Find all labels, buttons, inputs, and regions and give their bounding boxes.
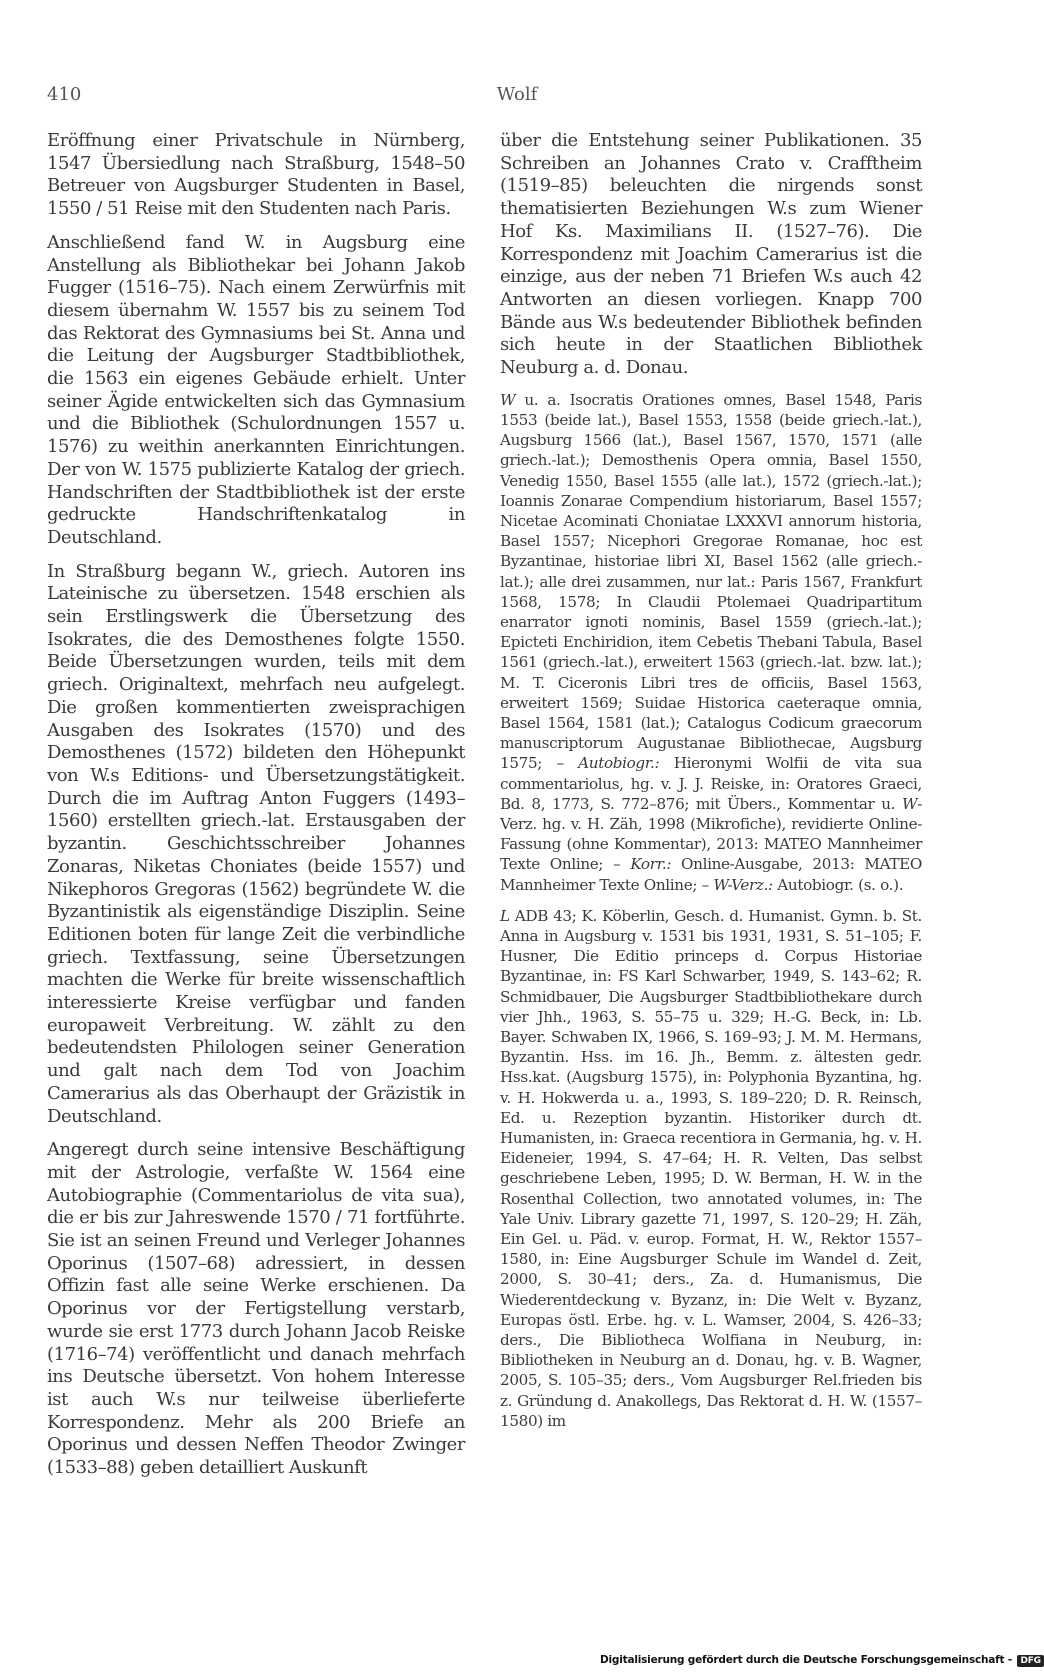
works-text-2: Hieronymi Wolfii de vita sua commentariolus, hg. v. J. J. Reiske, in: Oratores Graeci, Bd. 8, 1773, S. 772–876; mit Übers., Kommentar u. [500,754,923,813]
works-text-3: -Verz. hg. v. H. Zäh, 1998 (Mikrofiche), revidierte Online-Fassung (ohne Kommentar), 2013: MATEO Mannheimer Texte Online; – [500,794,922,874]
dfg-logo: DFG [1017,1655,1043,1667]
left-column [47,130,465,1491]
works-text-5: Autobiogr. (s. o.). [772,875,904,894]
paragraph-autobiography: Angeregt durch seine intensive Beschäftigung mit der Astrologie, verfaßte W. 1564 eine Autobiographie (Commentariolus de vita sua), die er bis zur Jahreswende 1570 / 71 fortführte. Sie ist an seinen Freund und Verleger Johannes Oporinus (1507–68) adressiert, in dessen Offizin fast alle seine Werke erschienen. Da Oporinus vor der Fertigstellung verstarb, wurde sie erst 1773 durch Johann Jacob Reiske (1716–74) veröffentlicht und danach mehrfach ins Deutsche übersetzt. Von hohem Interesse ist auch W.s nur teilweise überlieferte Korrespondenz. Mehr als 200 Briefe an Oporinus und dessen Neffen Theodor Zwinger (1533–88) geben detailliert Auskunft [47,1139,465,1479]
works-text: u. a. Isocratis Orationes omnes, Basel 1548, Paris 1553 (beide lat.), Basel 1553, 1558 (beide griech.-lat.), Augsburg 1566 (lat.), Basel 1567, 1570, 1571 (alle griech.-lat.); Demosthenis Opera omnia, Basel 1550, Venedig 1550, Basel 1555 (alle lat.), 1572 (griech.-lat.); Ioannis Zonarae Compendium historiarum, Basel 1557; Nicetae Acominati Choniatae LXXXVI annorum historia, Basel 1557; Nicephori Gregorae Romanae, hoc est Byzantinae, historiae libri XI, Basel 1562 (alle griech.-lat.); alle drei zusammen, nur lat.: Paris 1567, Frankfurt 1568, 1578; In Claudii Ptolemaei Quadripartitum enarrator ignoti nominis, Basel 1559 (griech.-lat.); Epicteti Enchiridion, item Cebetis Thebani Tabula, Basel 1561 (griech.-lat.), erweitert 1563 (griech.-lat. bzw. lat.); M. T. Ciceronis Libri tres de officiis, Basel 1563, erweitert 1569; Suidae Historica caeteraque omnia, Basel 1564, 1581 (lat.); Catalogus Codicum graecorum manuscriptorum Augustanae Bibliothecae, Augsburg 1575; – [500,390,922,773]
works-list [500,390,922,895]
paragraph-career: Anschließend fand W. in Augsburg eine Anstellung als Bibliothekar bei Johann Jakob Fugger (1516–75). Nach einem Zerwürfnis mit diesem übernahm W. 1557 bis zu seinem Tod das Rektorat des Gymnasiums bei St. Anna und die Leitung der Augsburger Stadtbibliothek, die 1563 ein eigenes Gebäude erhielt. Unter seiner Ägide entwickelten sich das Gymnasium und die Bibliothek (Schulordnungen 1557 u. 1576) zu weithin anerkannten Einrichtungen. Der von W. 1575 publizierte Katalog der griech. Handschriften der Stadtbibliothek ist der erste gedruckte Handschriftenkatalog in Deutschland. [47,231,465,548]
paragraph-translations: In Straßburg begann W., griech. Autoren ins Lateinische zu übersetzen. 1548 erschien als sein Erstlingswerk die Übersetzung des Isokrates, die des Demosthenes folgte 1550. Beide Übersetzungen wurden, teils mit dem griech. Originaltext, mehrfach neu aufgelegt. Die großen kommentierten zweisprachigen Ausgaben des Isokrates (1570) und des Demosthenes (1572) bildeten den Höhepunkt von W.s Editions- und Übersetzungstätigkeit. Durch die im Auftrag Anton Fuggers (1493–1560) erstellten griech.-lat. Erstausgaben der byzantin. Geschichtsschreiber Johannes Zonaras, Niketas Choniates (beide 1557) und Nikephoros Gregoras (1562) begründete W. die Byzantinistik als eigenständige Disziplin. Seine Editionen boten für lange Zeit die verbindliche griech. Textfassung, seine Übersetzungen machten die Werke für breite wissenschaftlich interessierte Kreise verfügbar und fanden europaweit Verbreitung. W. zählt zu den bedeutendsten Philologen seiner Generation und galt nach dem Tod von Joachim Camerarius als das Oberhaupt der Gräzistik in Deutschland. [47,560,465,1127]
footer-text: Digitalisierung gefördert durch die Deutsche Forschungsgemeinschaft - [600,1654,1012,1666]
digitization-footer [600,1654,1041,1670]
autobiogr-label: Autobiogr.: [578,754,660,773]
korr-label: Korr.: [630,855,672,874]
literature-list [500,906,922,1431]
page-number: 410 [47,84,82,105]
works-text-4: Online-Ausgabe, 2013: MATEO Mannheimer Texte Online; – [500,855,923,894]
works-marker: W [500,390,516,409]
literature-marker: L [500,906,510,925]
wverz-label: W-Verz.: [713,875,773,894]
literature-text: ADB 43; K. Köberlin, Gesch. d. Humanist. Gymn. b. St. Anna in Augsburg v. 1531 bis 1931, 1931, S. 51–105; F. Husner, Die Editio princeps d. Corpus Historiae Byzantinae, in: FS Karl Schwarber, 1949, S. 143–62; R. Schmidbauer, Die Augsburger Stadtbibliothekare durch vier Jhh., 1963, S. 55–75 u. 329; H.-G. Beck, in: Lb. Bayer. Schwaben IX, 1966, S. 169–93; J. M. M. Hermans, Byzantin. Hss. im 16. Jh., Bemm. z. ältesten gedr. Hss.kat. (Augsburg 1575), in: Polyphonia Byzantina, hg. v. H. Hokwerda u. a., 1993, S. 189–220; D. R. Reinsch, Ed. u. Rezeption byzantin. Historiker durch dt. Humanisten, in: Graeca recentiora in Germania, hg. v. H. Eideneier, 1994, S. 47–64; H. R. Velten, Das selbst geschriebene Leben, 1995; D. W. Berman, H. W. in the Rosenthal Collection, two annotated volumes, in: The Yale Univ. Library gazette 71, 1997, S. 120–29; H. Zäh, Ein Gel. u. Päd. v. europ. Format, H. W., Rektor 1557–1580, in: Eine Augsburger Schule im Wandel d. Zeit, 2000, S. 30–41; ders., Za. d. Humanismus, Die Wiederentdeckung v. Byzanz, in: Die Welt v. Byzanz, Europas östl. Erbe. hg. v. L. Wamser, 2004, S. 426–33; ders., Die Bibliotheca Wolfiana in Neuburg, in: Bibliotheken in Neuburg an d. Donau, hg. v. B. Wagner, 2005, S. 105–35; ders., Vom Augsburger Rel.frieden bis z. Gründung d. Anakollegs, Das Rektorat d. H. W. (1557–1580) im [500,906,922,1430]
wverz-inline: W [901,794,918,813]
running-head: Wolf [496,84,538,105]
paragraph-training: Eröffnung einer Privatschule in Nürnberg, 1547 Übersiedlung nach Straßburg, 1548–50 Betreuer von Augsburger Studenten in Basel, 1550 / 51 Reise mit den Studenten nach Paris. [47,130,465,220]
right-column [500,130,922,1442]
paragraph-correspondence: über die Entstehung seiner Publikationen. 35 Schreiben an Johannes Crato v. Crafftheim (1519–85) beleuchten die nirgends sonst thematisierten Beziehungen W.s zum Wiener Hof Ks. Maximilians II. (1527–76). Die Korrespondenz mit Joachim Camerarius ist die einzige, aus der neben 71 Briefen W.s auch 42 Antworten an diesen vorliegen. Knapp 700 Bände aus W.s bedeutender Bibliothek befinden sich heute in der Staatlichen Bibliothek Neuburg a. d. Donau. [500,130,922,379]
